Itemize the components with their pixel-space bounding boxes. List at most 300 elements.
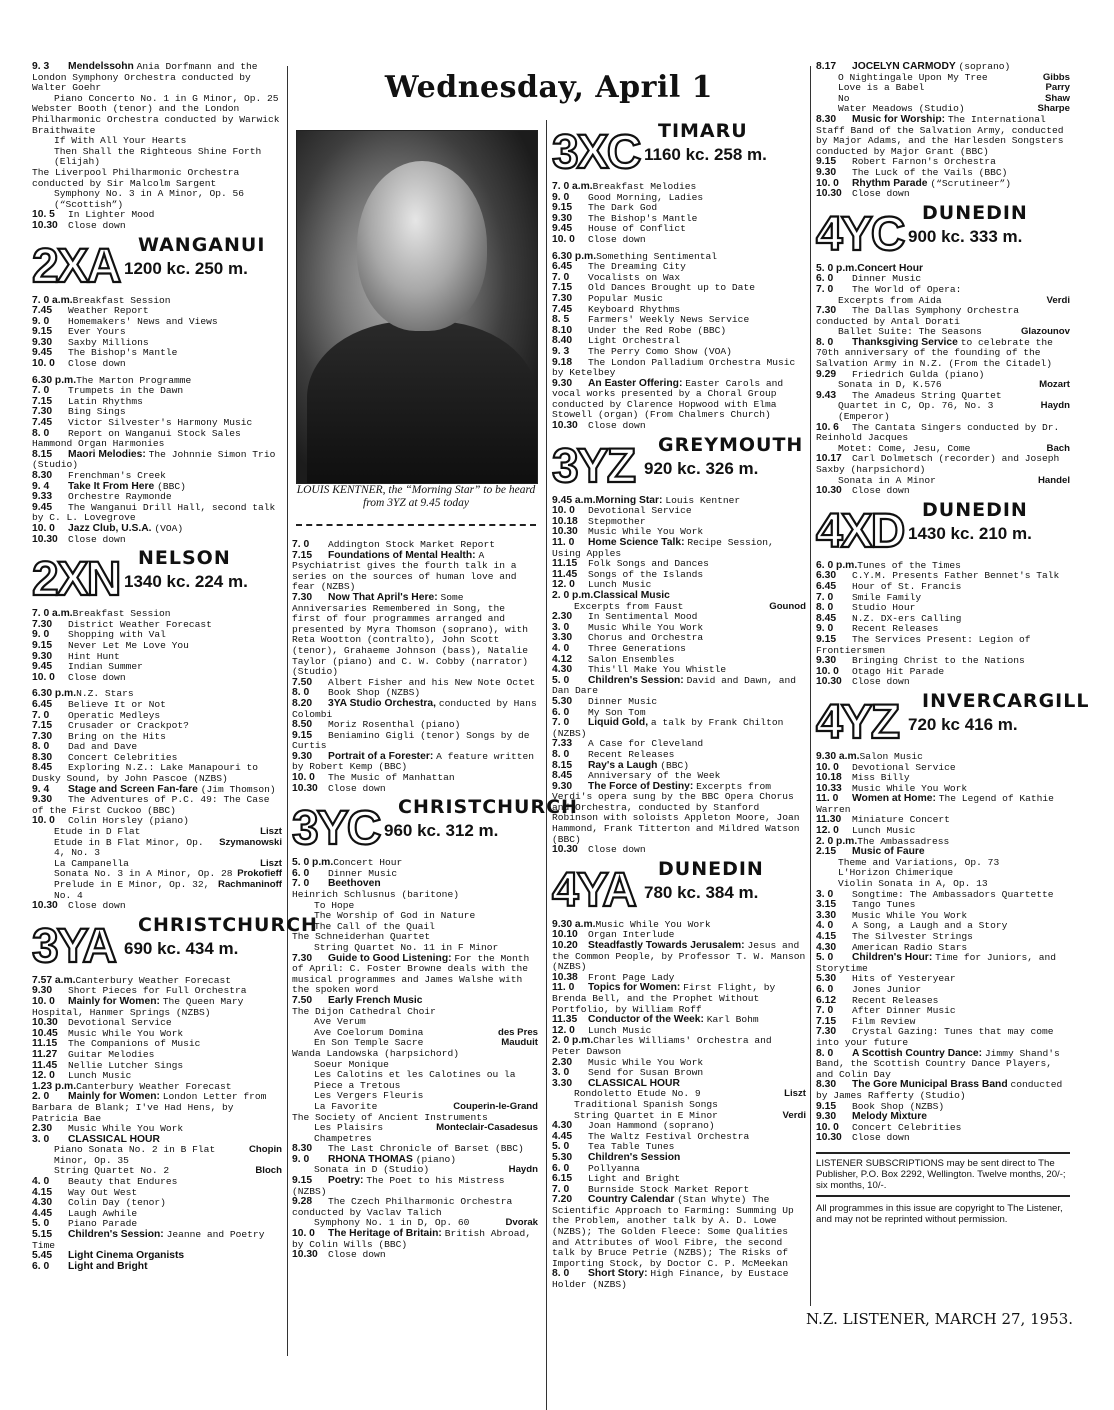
programme-time: 6. 0 (292, 867, 310, 879)
programme-time: 7. 0 (552, 717, 570, 729)
composer: Chopin (248, 1144, 282, 1156)
programme-description: Close down (852, 188, 910, 200)
programme-time: 6.30 (816, 570, 837, 582)
programme-item (292, 731, 538, 752)
programme-item (292, 1250, 538, 1261)
programme-item (816, 83, 1070, 94)
programme-time: 7.30 (32, 618, 53, 630)
programme-time: 7.30 (816, 305, 837, 317)
programme-item (552, 1269, 806, 1290)
programme-highlight: Music for Worship: (852, 113, 948, 125)
programme-item (292, 699, 538, 720)
programme-description: Songs of the Islands (588, 568, 704, 580)
programme-description: The Poet to his Mistress (NZBS) (292, 1175, 505, 1197)
station-call-sign: 4XD (816, 504, 904, 558)
programme-time: 5. 0 p.m. (292, 857, 334, 869)
copyright-notice: All programmes in this issue are copyright to The Listener, and may not be reprinted without permission. (816, 1202, 1063, 1225)
programme-description: N.Z. Stars (76, 688, 134, 700)
programme-description: C.Y.M. Presents Father Bennet's Talk (852, 570, 1060, 582)
programme-highlight: Women at Home: (852, 793, 939, 805)
programme-description: Breakfast Melodies (592, 181, 697, 192)
programme-highlight: Steadfastly Towards Jerusalem: (588, 940, 748, 952)
programme-item (292, 1176, 538, 1197)
programme-time: 2. 0 p.m. (552, 590, 594, 601)
programme-description: Some Anniversaries Remembered in Song, the first of four programmes arranged and presented by Myra Thomson (soprano), with Reta Wootton (contralto), John Scott (tenor), Grahaeme Johnson (bass), Natalie Taylor (piano) and C. W. Cobby (narrator) (Studio) (292, 591, 529, 678)
photo-head-shape (357, 161, 487, 331)
programme-time: 6.45 (32, 698, 53, 710)
programme-time: 9. 0 (552, 191, 570, 203)
programme-description: Burnside Stock Market Report (588, 1183, 750, 1195)
programme-highlight: Music of Faure (852, 846, 925, 858)
programme-highlight: Home Science Talk: (588, 537, 688, 549)
programme-time: 11. 0 (552, 982, 575, 994)
work-title: No (838, 92, 850, 104)
programme-time: 7. 0 a.m. (32, 608, 73, 620)
station-header-3YZ (552, 433, 806, 493)
programme-highlight: Conductor of the Week: (588, 1014, 707, 1026)
programme-description: Lunch Music (588, 579, 652, 591)
programme-time: 10.30 (32, 900, 58, 912)
programme-item (292, 551, 538, 593)
programme-highlight: Mainly for Women: (68, 995, 163, 1007)
programme-description: Under the Red Robe (BBC) (588, 324, 727, 336)
programme-description: Operatic Medleys (68, 709, 161, 721)
programme-time: 7.15 (292, 549, 313, 561)
programme-time: 9.30 (552, 212, 573, 224)
programme-description: The Queen Mary Hospital, Hanmer Springs (NZBS) (32, 995, 244, 1018)
programme-time: 10.45 (32, 1027, 58, 1039)
list (292, 858, 538, 1261)
programme-description: Close down (852, 1132, 910, 1144)
programme-time: 8. 0 (552, 748, 570, 760)
programme-time: 10. 0 (32, 815, 55, 827)
programme-description: Miss Billy (852, 772, 910, 784)
programme-description: Jeanne and Poetry Time (32, 1229, 265, 1251)
programme-description: My Son Tom (588, 706, 646, 718)
composer: Dvorak (505, 1217, 538, 1229)
programme-time: 10. 0 (292, 772, 315, 784)
programme-time: 10. 0 (816, 1121, 839, 1133)
programme-time: 6.30 p.m. (32, 374, 77, 386)
page-footer: N.Z. LISTENER, MARCH 27, 1953. (806, 1310, 1074, 1328)
programme-time: 6.45 (816, 580, 837, 592)
composer: Liszt (260, 826, 282, 838)
programme-time: 9.15 (816, 633, 837, 645)
work-title: Piano Sonata No. 2 in B Flat Minor, Op. 35 (54, 1144, 216, 1166)
programme-time: 4.30 (552, 664, 573, 676)
programme-description: Send for Susan Brown (588, 1067, 704, 1079)
work-title: Excerpts from Faust (574, 600, 684, 612)
programme-description: David and Dawn, and Dan Dare (552, 674, 796, 697)
programme-description: Keyboard Rhythms (588, 303, 681, 315)
programme-item (32, 62, 282, 94)
programme-time: 7. 0 a.m. (32, 294, 73, 306)
programme-item (32, 1262, 282, 1273)
programme-description: The Luck of the Vails (BBC) (852, 166, 1008, 178)
work-title: Etude in B Flat Minor, Op. 4, No. 3 (54, 836, 204, 859)
work-title: Sonata in D, K.576 (838, 379, 942, 391)
programme-item (32, 104, 282, 136)
programme-time: 10.33 (816, 782, 842, 794)
programme-description: Close down (328, 782, 386, 794)
programme-item (32, 535, 282, 546)
programme-item (32, 880, 282, 901)
programme-time: 7.50 (292, 676, 313, 688)
programme-highlight: Early French Music (328, 994, 423, 1006)
composer: Couperin-le-Grand (453, 1100, 538, 1112)
work-title: Love is a Babel (838, 82, 925, 94)
programme-time: 8. 0 (32, 427, 50, 439)
programme-description: A Case for Cleveland (588, 738, 704, 750)
programme-item (552, 845, 806, 856)
programme-description: Breakfast Session (72, 608, 171, 620)
programme-item (32, 168, 282, 189)
programme-description: Bringing Christ to the Nations (852, 655, 1025, 667)
programme-description: Colin Horsley (piano) (68, 815, 189, 827)
programme-description: The Society of Ancient Instruments (292, 1111, 488, 1123)
programme-description: Close down (852, 485, 910, 497)
work-title: Ave Verum (314, 1016, 366, 1028)
programme-description: Wanda Landowska (harpsichord) (292, 1047, 459, 1059)
programme-description: Farmers' Weekly News Service (588, 314, 750, 326)
programme-time: 9.30 (816, 1111, 837, 1123)
programme-description: First Flight, by Brenda Bell, and the Prophet Without Portfolio, by William Roff (552, 982, 776, 1015)
programme-time: 4.30 (32, 1197, 53, 1209)
programme-time: 8. 0 (816, 336, 834, 348)
work-title: Les Vergers Fleuris (314, 1090, 424, 1102)
programme-description: House of Conflict (588, 223, 686, 235)
programme-item (32, 189, 282, 210)
programme-time: 4. 0 (32, 1176, 50, 1188)
programme-time: 9.45 (32, 661, 53, 673)
programme-time: 9. 0 (292, 1153, 310, 1165)
programme-highlight: Melody Mixture (852, 1111, 927, 1123)
programme-time: 9.30 (816, 655, 837, 667)
day-heading: Wednesday, April 1 (384, 70, 714, 105)
list (552, 182, 806, 432)
programme-time: 7. 0 (32, 709, 50, 721)
programme-time: 9.43 (816, 389, 837, 401)
programme-item (816, 189, 1070, 200)
programme-time: 9.30 (816, 166, 837, 178)
work-title: Water Meadows (Studio) (838, 103, 965, 115)
work-title: The Call of the Quail (314, 920, 435, 932)
station-header-4YZ (816, 689, 1090, 749)
programme-description: Lunch Music (588, 1024, 652, 1036)
programme-time: 10. 0 (292, 1228, 315, 1240)
programme-time: 11.27 (32, 1048, 58, 1060)
programme-time: 9.15 (32, 326, 53, 338)
programme-description: Devotional Service (588, 505, 692, 517)
composer: Verdi (782, 1109, 806, 1121)
station-frequency: 1430 kc. 210 m. (908, 523, 1032, 543)
programme-description: Ania Dorfmann and the London Symphony Orchestra conducted by Walter Goehr (32, 61, 258, 94)
station-frequency: 1200 kc. 250 m. (124, 258, 248, 278)
station-frequency: 920 kc. 326 m. (644, 458, 759, 478)
programme-time: 4.45 (32, 1207, 53, 1219)
programme-description: (piano) (415, 1153, 457, 1165)
programme-description: (BBC) (660, 759, 690, 771)
programme-time: 8.17 (816, 61, 837, 72)
station-city: GREYMOUTH (658, 433, 804, 456)
programme-description: The International Staff Band of the Salvation Army, conducted by Major Adams, and the Harlesden Songsters conducted by Major Grant (BBC) (816, 113, 1064, 157)
programme-description: Songtime: The Ambassadors Quartette (852, 888, 1054, 900)
programme-time: 2. 0 (32, 1091, 50, 1103)
programme-description: Trumpets in the Dawn (68, 385, 184, 397)
composer: Parry (1045, 82, 1070, 94)
programme-time: 7.15 (552, 282, 573, 294)
photo-body-shape (307, 321, 537, 484)
programme-time: 10.30 (292, 782, 318, 794)
programme-description: Tunes of the Times (857, 559, 961, 571)
programme-highlight: Stage and Screen Fan-fare (68, 783, 201, 795)
programme-time: 3.30 (552, 632, 573, 644)
programme-highlight: Thanksgiving Service (852, 336, 961, 348)
programme-description: Moriz Rosenthal (piano) (328, 719, 461, 731)
programme-description: After Dinner Music (852, 1005, 956, 1017)
programme-description: Weather Report (68, 305, 149, 317)
programme-time: 10.30 (552, 420, 578, 432)
programme-time: 8.45 (816, 612, 837, 624)
list (816, 561, 1070, 688)
work-title: L'Horizon Chimerique (838, 867, 954, 879)
composer: Sharpe (1037, 103, 1070, 115)
programme-time: 10.30 (292, 1249, 318, 1261)
programme-description: Studio Hour (852, 602, 916, 614)
programme-description: Guitar Melodies (68, 1048, 155, 1060)
programme-time: 6. 0 (816, 273, 834, 285)
composer: Gibbs (1042, 71, 1070, 83)
programme-item (816, 794, 1070, 815)
programme-item (292, 1070, 538, 1091)
programme-description: Frenchman's Creek (68, 470, 166, 481)
composer: Liszt (784, 1088, 806, 1100)
programme-time: 9.30 a.m. (816, 750, 860, 762)
programme-description: Heinrich Schlusnus (baritone) (292, 889, 459, 901)
programme-time: 11. 0 (816, 793, 839, 805)
programme-item (32, 673, 282, 684)
programme-time: 6.30 p.m. (32, 688, 77, 700)
programme-description: A Song, a Laugh and a Story (852, 920, 1008, 932)
work-title: En Son Temple Sacre (314, 1037, 424, 1049)
programme-highlight: Ray's a Laugh (588, 759, 661, 771)
programme-time: 10. 0 (816, 665, 839, 677)
station-header-3XC (552, 120, 806, 179)
programme-time: 7. 0 (816, 1005, 834, 1017)
programme-description: The Amadeus String Quartet (852, 389, 1002, 401)
programme-time: 10.30 (32, 1017, 58, 1029)
programme-item (816, 486, 1070, 497)
programme-time: 5. 0 (816, 952, 834, 964)
programme-time: 3.15 (816, 899, 837, 911)
programme-time: 6. 0 (32, 1260, 50, 1272)
programme-time: 8.20 (292, 697, 313, 709)
programme-highlight: Rhythm Parade (852, 177, 931, 189)
programme-description: Canterbury Weather Forecast (76, 1080, 232, 1092)
programme-description: Tea Table Tunes (588, 1141, 675, 1153)
programme-item (552, 676, 806, 697)
programme-item (816, 1133, 1070, 1144)
programme-description: Addington Stock Market Report (328, 539, 495, 550)
programme-description: Albert Fisher and his New Note Octet (328, 676, 536, 688)
programme-time: 7.45 (32, 305, 53, 317)
programme-description: Ever Yours (68, 326, 126, 338)
programme-time: 9.45 (32, 347, 53, 359)
programme-time: 3. 0 (816, 888, 834, 900)
programme-time: 8. 0 (552, 1268, 570, 1280)
programme-time: 10.17 (816, 453, 842, 465)
programme-description: Indian Summer (68, 661, 143, 673)
programme-time: 4.30 (816, 941, 837, 953)
programme-time: 7.30 (292, 591, 313, 603)
programme-description: Chorus and Orchestra (588, 632, 704, 644)
work-title: String Quartet in E Minor (574, 1109, 718, 1121)
programme-time: 11.15 (32, 1038, 58, 1050)
programme-time: 8. 0 (32, 741, 50, 753)
programme-item (292, 752, 538, 773)
programme-description: Lunch Music (68, 1070, 132, 1082)
programme-time: 6.15 (552, 1173, 573, 1185)
programme-item (552, 379, 806, 421)
programme-description: The Waltz Festival Orchestra (588, 1130, 750, 1142)
programme-highlight: The Heritage of Britain: (328, 1228, 445, 1240)
work-title: Theme and Variations, Op. 73 (838, 856, 1000, 868)
station-city: DUNEDIN (658, 857, 764, 880)
work-title: String Quartet No. 11 in F Minor (314, 942, 499, 953)
programme-description: Dinner Music (852, 273, 922, 285)
programme-time: 3. 0 (552, 621, 570, 633)
programme-description: Crusader or Crackpot? (68, 720, 189, 732)
programme-item (552, 983, 806, 1015)
list (552, 496, 806, 856)
programme-time: 7.30 (552, 292, 573, 304)
list (816, 62, 1070, 200)
programme-time: 7. 0 (552, 271, 570, 283)
station-frequency: 690 kc. 434 m. (124, 938, 239, 958)
programme-description: Louis Kentner (665, 494, 741, 506)
programme-time: 9.15 (816, 156, 837, 168)
list (32, 296, 282, 546)
programme-time: 9.15 (552, 202, 573, 214)
programme-description: Music While You Work (595, 918, 711, 930)
programme-description: Victor Silvester's Harmony Music (68, 417, 253, 429)
work-title: Ave Coelorum Domina (314, 1026, 424, 1038)
composer: Szymanowski (219, 836, 282, 848)
programme-time: 8.30 (816, 1079, 837, 1091)
programme-description: Time for Juniors, and Storytime (816, 952, 1057, 974)
programme-time: 10.30 (816, 485, 842, 497)
programme-item (32, 763, 282, 784)
programme-description: The Ambassadress (857, 835, 950, 847)
programme-description: Music While You Work (68, 1027, 184, 1039)
programme-description: Vocalists on Wax (588, 271, 681, 283)
programme-description: The Dark God (588, 202, 658, 214)
column-rule (287, 66, 288, 1356)
programme-description: Piano Parade (68, 1218, 138, 1230)
work-title: La Campanella (54, 857, 129, 869)
composer: Prokofieff (237, 868, 282, 880)
programme-description: Recent Releases (852, 994, 939, 1006)
programme-description: Concert Hour (333, 857, 403, 869)
programme-description: The Dijon Cathedral Choir (292, 1005, 436, 1017)
station-call-sign: 3YA (32, 919, 115, 973)
programme-highlight: Light Cinema Organists (68, 1250, 185, 1262)
programme-time: 8.10 (552, 324, 573, 336)
station-city: DUNEDIN (922, 498, 1028, 521)
programme-time: 7.30 (816, 1026, 837, 1038)
composer: Mozart (1039, 379, 1070, 391)
programme-item (816, 635, 1070, 656)
station-header-4YA (552, 857, 806, 917)
work-title: Sonata in D (Studio) (314, 1164, 430, 1176)
programme-description: Music While You Work (588, 526, 704, 538)
programme-time: 2.30 (552, 1056, 573, 1068)
work-title: String Quartet No. 2 (54, 1165, 170, 1177)
programme-item (816, 953, 1070, 974)
work-title: Sonata in A Minor (838, 474, 936, 486)
programme-item (816, 401, 1070, 422)
programme-highlight: Concert Hour (857, 262, 923, 274)
programme-time: 6. 0 (552, 706, 570, 718)
station-header-2XA (32, 233, 282, 293)
programme-description: Light Orchestral (588, 335, 681, 347)
programme-description: Jimmy Shand's Band, the Scottish Country Dance Players, and Colin Day (816, 1047, 1060, 1080)
programme-time: 8.30 (292, 1143, 313, 1155)
programme-time: 10. 5 (32, 209, 55, 221)
programme-time: 12. 0 (816, 825, 839, 837)
programme-time: 8. 0 (816, 602, 834, 614)
programme-time: 10. 0 (816, 761, 839, 773)
programme-time: 12. 0 (552, 1024, 575, 1036)
programme-time: 8.40 (552, 335, 573, 347)
programme-time: 9.15 (816, 1100, 837, 1112)
programme-description: (BBC) (157, 480, 186, 492)
programme-highlight: Children's Session: (68, 1229, 167, 1241)
programme-time: 10.30 (552, 526, 578, 538)
programme-description: Recipe Session, Using Apples (552, 537, 774, 559)
programme-time: 5.30 (552, 1151, 573, 1163)
station-header-4YC (816, 201, 1070, 261)
programme-description: The Schneiderhan Quartet (292, 931, 431, 943)
programme-time: 10. 0 (552, 233, 575, 245)
programme-item (552, 782, 806, 846)
programme-description: The Silvester Strings (852, 931, 973, 942)
programme-time: 9.29 (816, 368, 837, 380)
programme-description: Film Review (852, 1015, 916, 1027)
programme-description: The Wanganui Drill Hall, second talk by C. L. Lovegrove (32, 501, 276, 524)
programme-description: Canterbury Weather Forecast (75, 974, 231, 986)
programme-description: Friedrich Gulda (piano) (852, 368, 985, 380)
programme-highlight: A Scottish Country Dance: (852, 1047, 985, 1059)
composer: Verdi (1046, 294, 1070, 306)
programme-item (32, 450, 282, 471)
programme-time: 10.38 (552, 971, 578, 983)
programme-description: London Letter from Barbara de Blank; I've Had Hens, by Patricia Bae (32, 1091, 267, 1124)
programme-time: 8. 0 (816, 1047, 834, 1059)
programme-description: Popular Music (588, 292, 663, 304)
programme-item (292, 954, 538, 996)
station-call-sign: 2XA (32, 239, 120, 293)
programme-description: Charles Williams' Orchestra and Peter Dawson (552, 1035, 772, 1057)
work-title: Les Plaisirs Champetres (314, 1122, 384, 1144)
programme-description: Exploring N.Z.: Lake Manapouri to Dusky Sound, by John Pascoe (NZBS) (32, 762, 258, 785)
programme-description: Beniamino Gigli (tenor) Songs by de Curtis (292, 729, 530, 752)
programme-time: 8.15 (32, 448, 53, 460)
programme-description: Easter Carols and vocal works presented by a Choral Group conducted by Clarence Hopwood with Elma Stowell (organ) (From Chalmers Church) (552, 377, 784, 421)
programme-item (32, 997, 282, 1018)
programme-time: 8. 5 (552, 314, 570, 326)
station-call-sign: 2XN (32, 553, 120, 607)
